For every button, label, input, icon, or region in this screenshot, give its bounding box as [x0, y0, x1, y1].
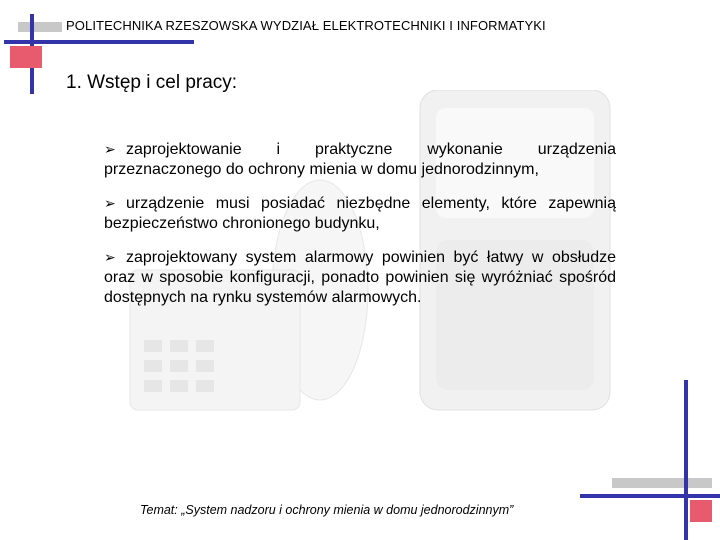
decor-bar-blue-right [684, 380, 688, 540]
institution-header: POLITECHNIKA RZESZOWSKA WYDZIAŁ ELEKTROTECHNIKI I INFORMATYKI [66, 18, 546, 33]
bullet-item [104, 248, 616, 308]
arrow-bullet-icon: ➢ [104, 250, 116, 266]
decor-square-red-bottom [690, 500, 712, 522]
bullet-text: urządzenie musi posiadać niezbędne elementy, które zapewnią bezpieczeństwo chronionego budynku, [104, 195, 616, 232]
decor-square-red-top [10, 46, 42, 68]
bullet-text: zaprojektowanie i praktyczne wykonanie urządzenia przeznaczonego do ochrony mienia w domu jednorodzinnym, [104, 141, 616, 178]
decor-bar-gray-bottom [612, 478, 712, 488]
bullet-text: zaprojektowany system alarmowy powinien być łatwy w obsłudze oraz w sposobie konfiguracji, ponadto powinien się wyróżniać spośród dostępnych na rynku systemów alarmowych. [104, 249, 616, 306]
bullet-item [104, 140, 616, 180]
decor-bar-gray-top [18, 22, 62, 32]
arrow-bullet-icon: ➢ [104, 142, 116, 158]
bullet-list [104, 140, 616, 322]
slide-title: 1. Wstęp i cel pracy: [66, 72, 238, 93]
footer-topic: Temat: „System nadzoru i ochrony mienia w domu jednorodzinnym” [140, 503, 514, 517]
decor-bar-blue-bottom [580, 494, 720, 498]
arrow-bullet-icon: ➢ [104, 196, 116, 212]
bullet-item [104, 194, 616, 234]
